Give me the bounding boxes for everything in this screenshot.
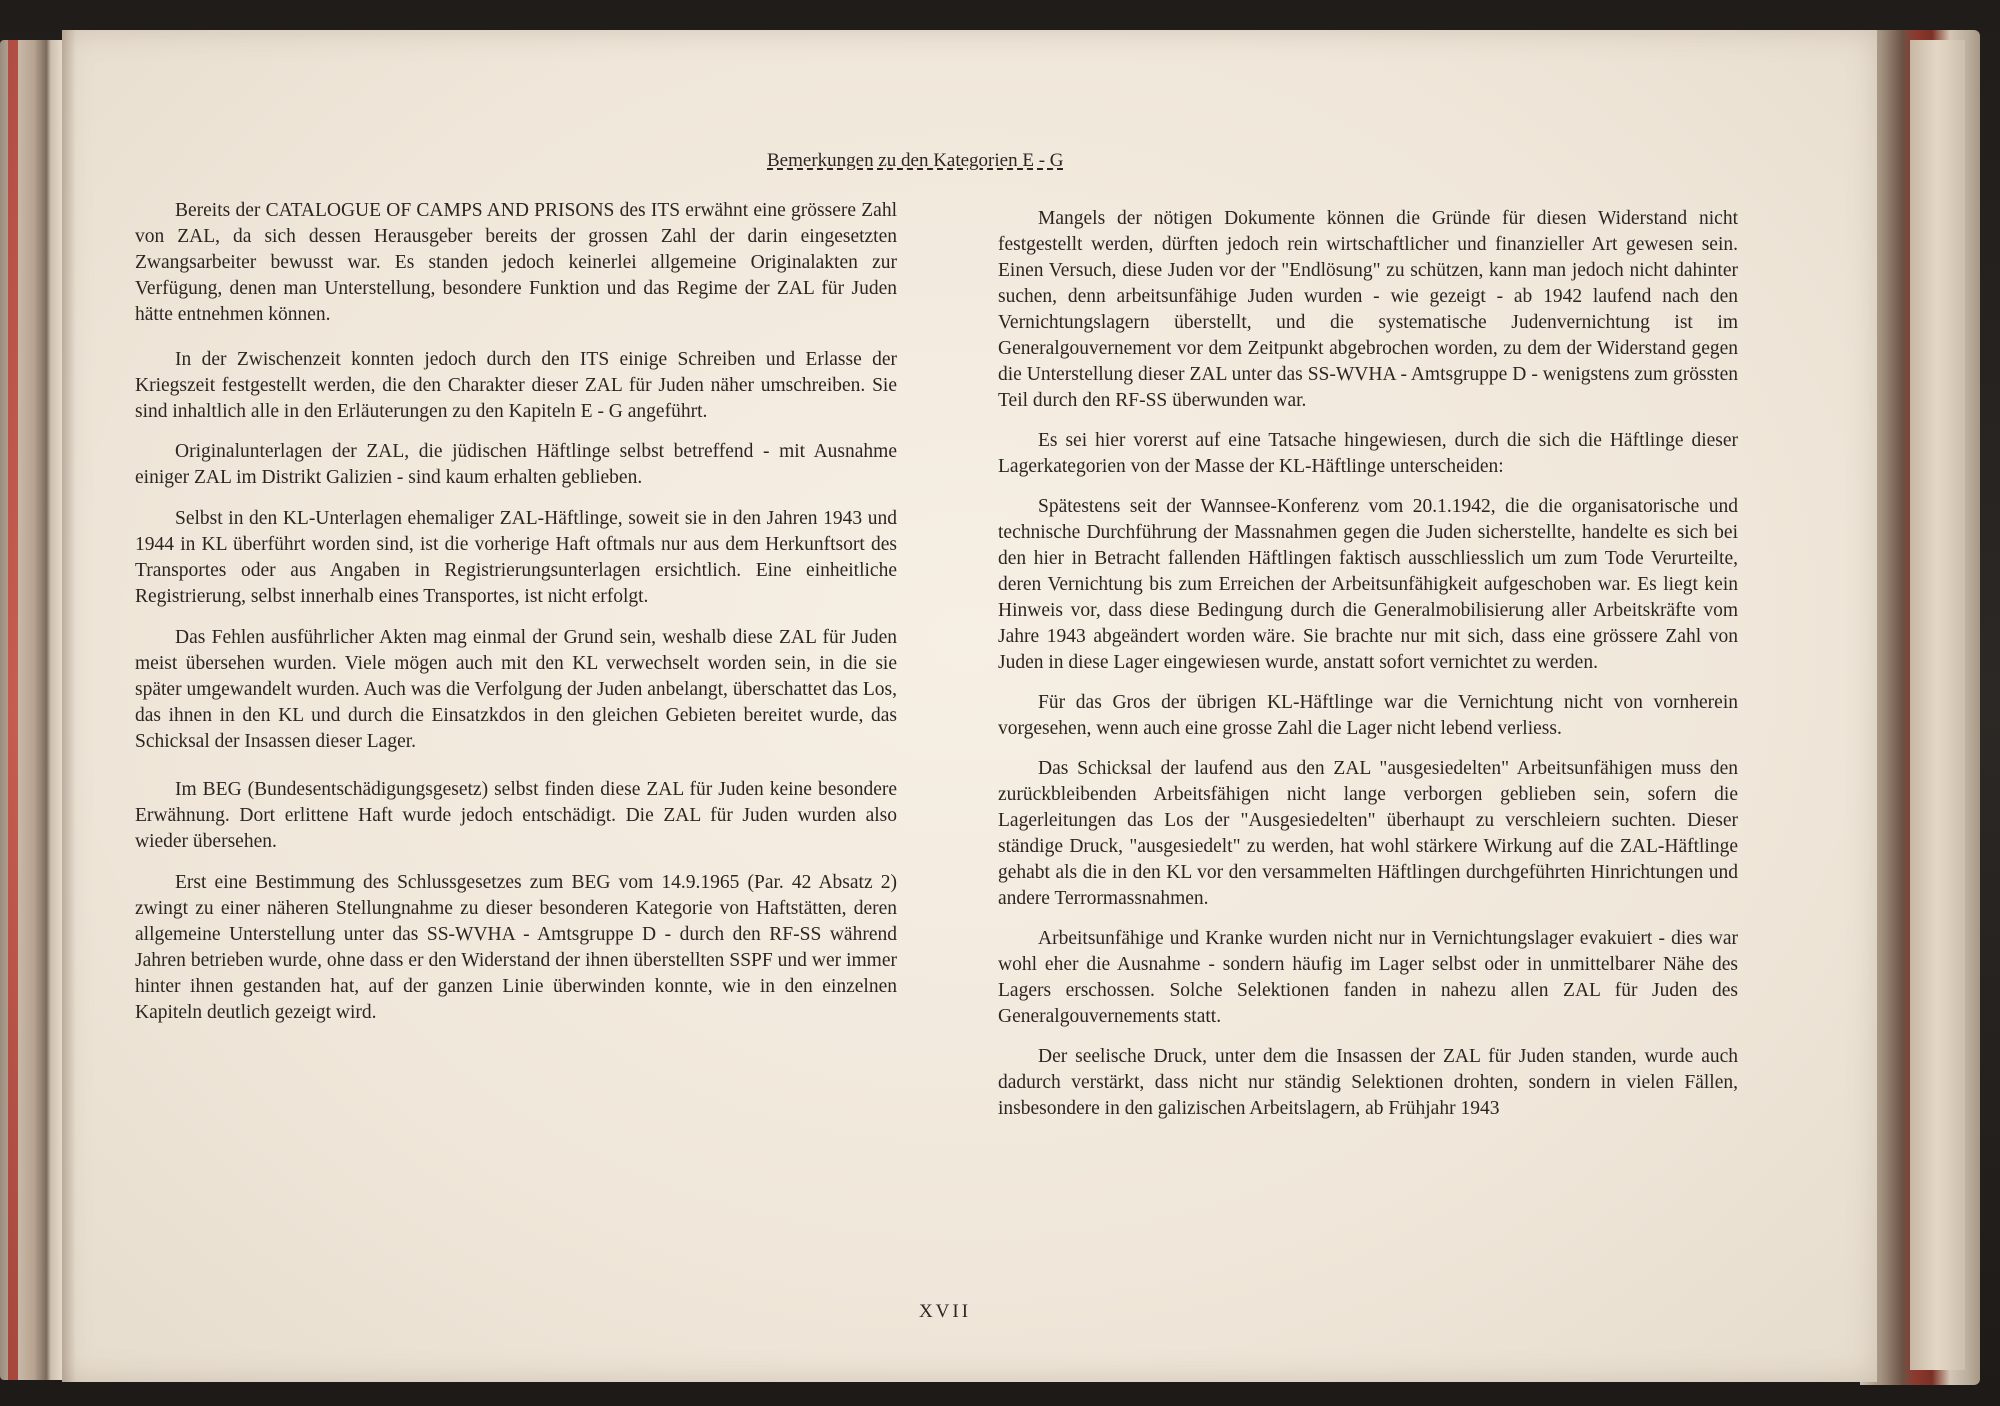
page-stack-edge xyxy=(1860,30,1980,1385)
paragraph: Spätestens seit der Wannsee-Konferenz vom 20.1.1942, die die organisatorische und technische Durchführung der Massnahmen gegen die Juden sicherstellte, handelte es sich bei den hier in Betracht fallenden Häftlingen faktisch ausschliesslich um zum Tode Verurteilte, deren Vernichtung bis zum Erreichen der Arbeitsunfähigkeit aufgeschoben war. Es liegt kein Hinweis vor, dass diese Bedingung durch die Generalmobilisierung aller Arbeitskräfte vom Jahre 1943 abgeändert worden wäre. Sie brachte nur mit sich, dass eine grössere Zahl von Juden in diese Lager eingewiesen wurde, anstatt sofort vernichtet zu werden. xyxy=(998,496,1738,673)
paragraph: Mangels der nötigen Dokumente können die Gründe für diesen Widerstand nicht festgestellt werden, dürften jedoch rein wirtschaftlicher und finanzieller Art gewesen sein. Einen Versuch, diese Juden vor der "Endlösung" zu schützen, kann man jedoch nicht dahinter suchen, denn arbeitsunfähige Juden wurden - wie gezeigt - ab 1942 laufend nach den Vernichtungslagern überstellt, und die systematische Judenvernichtung ist im Generalgouvernement vor dem Zeitpunkt abgebrochen worden, zu dem der Widerstand gegen die Unterstellung dieser ZAL unter das SS-WVHA - Amtsgruppe D - wenigstens zum grössten Teil durch den RF-SS überwunden war. xyxy=(998,208,1738,411)
paragraph: Erst eine Bestimmung des Schlussgesetzes zum BEG vom 14.9.1965 (Par. 42 Absatz 2) zwingt zu einer näheren Stellungnahme zu dieser besonderen Kategorie von Haftstätten, deren allgemeine Unterstellung unter das SS-WVHA - Amtsgruppe D - durch den RF-SS während Jahren betrieben wurde, ohne dass er den Widerstand der ihnen überstellten SSPF und wer immer hinter ihnen gestanden hat, auf der ganzen Linie überwinden konnte, wie in den einzelnen Kapiteln deutlich gezeigt wird. xyxy=(135,872,897,1023)
page-stack-band xyxy=(1910,40,1965,1370)
paragraph: Selbst in den KL-Unterlagen ehemaliger ZAL-Häftlinge, soweit sie in den Jahren 1943 und 1944 in KL überführt worden sind, ist die vorherige Haft oftmals nur aus dem Herkunftsort des Transportes oder aus Angaben in Registrierungsunterlagen ersichtlich. Eine einheitliche Registrierung, selbst innerhalb eines Transportes, ist nicht erfolgt. xyxy=(135,508,897,607)
running-head: Bemerkungen zu den Kategorien E - G xyxy=(767,150,1064,171)
paragraph: Originalunterlagen der ZAL, die jüdischen Häftlinge selbst betreffend - mit Ausnahme einiger ZAL im Distrikt Galizien - sind kaum erhalten geblieben. xyxy=(135,441,897,488)
paragraph: Es sei hier vorerst auf eine Tatsache hingewiesen, durch die sich die Häftlinge dieser Lagerkategorien von der Masse der KL-Häftlinge unterscheiden: xyxy=(998,430,1738,477)
paragraph: In der Zwischenzeit konnten jedoch durch den ITS einige Schreiben und Erlasse der Kriegszeit festgestellt werden, die den Charakter dieser ZAL für Juden näher umschreiben. Sie sind inhaltlich alle in den Erläuterungen zu den Kapiteln E - G angeführt. xyxy=(135,349,897,422)
right-text-column xyxy=(998,206,1738,1141)
paragraph: Im BEG (Bundesentschädigungsgesetz) selbst finden diese ZAL für Juden keine besondere Erwähnung. Dort erlittene Haft wurde jedoch entschädigt. Die ZAL für Juden wurden also wieder übersehen. xyxy=(135,779,897,852)
paragraph: Arbeitsunfähige und Kranke wurden nicht nur in Vernichtungslager evakuiert - dies war wohl eher die Ausnahme - sondern häufig im Lager selbst oder in unmittelbarer Nähe des Lagers erschossen. Solche Selektionen fanden in nahezu allen ZAL für Juden des Generalgouvernements statt. xyxy=(998,928,1738,1027)
paragraph: Für das Gros der übrigen KL-Häftlinge war die Vernichtung nicht von vornherein vorgesehen, wenn auch eine grosse Zahl die Lager nicht lebend verliess. xyxy=(998,692,1738,739)
paragraph: Bereits der CATALOGUE OF CAMPS AND PRISONS des ITS erwähnt eine grössere Zahl von ZAL, da sich dessen Herausgeber bereits der grossen Zahl der darin eingesetzten Zwangsarbeiter bewusst war. Es standen jedoch keinerlei allgemeine Originalakten zur Verfügung, denen man Unterstellung, besondere Funktion und das Regime der ZAL für Juden hätte entnehmen können. xyxy=(135,200,897,325)
page-edge-red-band xyxy=(8,40,18,1380)
paragraph: Der seelische Druck, unter dem die Insassen der ZAL für Juden standen, wurde auch dadurch verstärkt, dass nicht nur ständig Selektionen drohten, sondern in vielen Fällen, insbesondere in den galizischen Arbeitslagern, ab Frühjahr 1943 xyxy=(998,1046,1738,1119)
page-gutter-shadow xyxy=(62,30,76,1382)
previous-page-edge xyxy=(0,40,62,1380)
page-number: XVII xyxy=(918,1301,972,1322)
paragraph: Das Fehlen ausführlicher Akten mag einmal der Grund sein, weshalb diese ZAL für Juden meist übersehen wurden. Viele mögen auch mit den KL verwechselt worden sein, in die sie später umgewandelt wurden. Auch was die Verfolgung der Juden anbelangt, überschattet das Los, das ihnen in den KL und durch die Einsatzkdos in den gleichen Gebieten bereitet wurde, das Schicksal der Insassen dieser Lager. xyxy=(135,627,897,752)
left-text-column xyxy=(135,198,897,1045)
paragraph: Das Schicksal der laufend aus den ZAL "ausgesiedelten" Arbeitsunfähigen muss den zurückbleibenden Arbeitsfähigen nicht lange verborgen geblieben sein, sofern die Lagerleitungen das Los der "Ausgesiedelten" überhaupt zu verschleiern suchten. Dieser ständige Druck, "ausgesiedelt" zu werden, hat wohl stärkere Wirkung auf die ZAL-Häftlinge gehabt als die in den KL vor den versammelten Häftlingen durchgeführten Hinrichtungen und andere Terrormassnahmen. xyxy=(998,758,1738,909)
